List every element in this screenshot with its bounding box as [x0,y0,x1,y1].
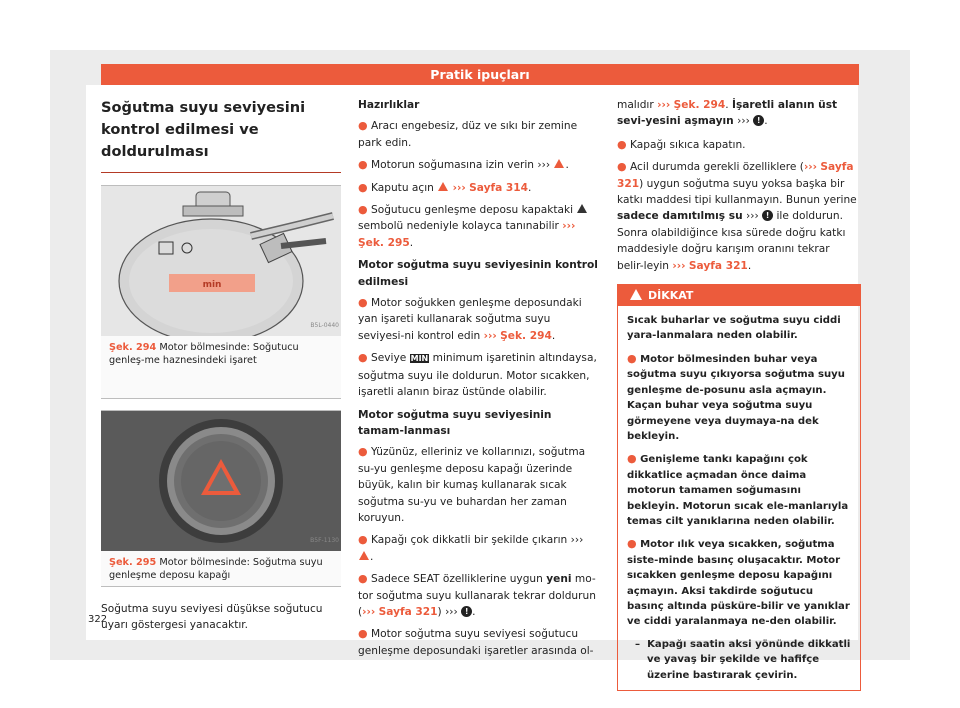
item-text: Seviye [370,352,407,365]
item-text: Acil durumda gerekli özelliklere ( [629,161,804,174]
coolant-symbol-icon [577,204,587,213]
figure-295 [101,410,341,587]
bullet-icon: ● [627,351,637,365]
page-reference-link[interactable]: Sayfa 321 [617,161,854,190]
list-item: ● Kapağı çok dikkatli bir şekilde çıkarın ››› . [358,533,584,563]
warning-item [627,451,851,529]
item-text: Aracı engebesiz, düz ve sıkı bir zemine park edin. [358,120,578,149]
page-reference-link[interactable]: Sayfa 321 [378,605,438,618]
list-item [617,137,859,153]
tank-cap-image [101,411,341,551]
bullet-icon: ● [358,533,368,547]
list-item: ● Acil durumda gerekli özelliklere (››› Sayfa 321) uygun soğutma suyu yoksa başka bir katkı maddesi tipi kullanmayın. Bunun yerine sadece damıtılmış su ››› ! ile doldurun. Sonra olabildiğince kısa sürede doğru katkı maddesiyle doğru karışım oranını tekrar belir-leyin ››› Sayfa 321. [617,160,857,272]
item-text: Genişleme tankı kapağını çok dikkatlice açmadan önce daima motorun tamamen soğumasını bekleyin. Motorun sıcak ele-manlarıyla temas cilt yanıklarına neden olabilir. [627,454,849,527]
bullet-icon: ● [358,296,368,310]
item-text: malıdır [617,99,654,111]
item-text: Kapağı çok dikkatli bir şekilde çıkarın [370,534,568,547]
figure-reference-link[interactable]: Şek. 295 [358,236,410,249]
caption-text: Motor bölmesinde: Soğutma suyu genleşme deposu kapağı [109,557,323,581]
bullet-icon: ● [627,452,637,466]
note-circle-icon: ! [753,115,764,126]
bullet-icon: ● [358,572,368,586]
list-item: ● Soğutucu genleşme deposu kapaktaki sembolü nedeniyle kolayca tanınabilir ››› Şek. 295. [358,202,598,251]
arrows-icon: ››› [803,161,818,174]
warning-header [618,285,860,306]
warning-subitem [627,637,851,683]
item-text: Yüzünüz, elleriniz ve kollarınızı, soğutma su-yu genleşme deposu kapağı üzerinde büyük, kalın bir kumaş kullanarak sıcak soğutma su-yu ve buhardan her zaman koruyun. [358,446,586,524]
bullet-icon: ● [617,137,627,151]
subheading-preparation: Hazırlıklar [358,99,420,111]
arrows-icon: ››› [672,259,686,272]
subheading-check: Motor soğutma suyu seviyesinin kontrol edilmesi [358,259,598,288]
item-bold-text: İşaretli alanın üst sevi-yesini aşmayın [617,99,838,128]
warning-title: DİKKAT [648,289,694,303]
coolant-tank-illustration [101,186,341,336]
figure-code: B5F-1130 [310,536,339,544]
warning-icon [438,182,448,191]
list-item [358,626,598,659]
item-text: Motorun soğumasına izin verin [370,159,535,172]
tank-cap-illustration [101,411,341,551]
info-paragraph: Soğutma suyu seviyesi düşükse soğutucu uyarı göstergesi yanacaktır. [101,603,323,632]
list-item [358,444,598,526]
item-bold-text: yeni [546,573,572,586]
item-text: Kapağı sıkıca kapatın. [629,138,746,151]
list-item [358,350,598,400]
dash-icon: – [635,638,641,650]
item-text: mo-tor soğutma suyu kullanarak tekrar doldurun ( [358,573,596,618]
bullet-icon: ● [358,203,368,217]
warning-icon [359,551,369,560]
column-2 [358,97,598,665]
item-text: Motor ılık veya sıcakken, soğutma siste-minde basınç oluşacaktır. Motor sıcakken genleşme deposu kapağını açmayın. Aksi takdirde soğutucu basınç altında püsküre-bilir ve yanıklar ve ciddi yaralanmaya ne-den olabilir. [627,539,850,628]
arrows-icon: ››› [452,181,466,194]
list-item: ● Motorun soğumasına izin verin ››› . [358,158,569,172]
arrows-icon: ››› [657,99,671,111]
figure-caption [101,336,341,368]
min-label: min [202,280,222,290]
caption-text: Motor bölmesinde: Soğutucu genleş-me haznesindeki işaret [109,342,299,366]
list-item: ● Sadece SEAT özelliklerine uygun yeni mo-tor soğutma suyu kullanarak tekrar doldurun (››› Sayfa 321) ››› ! . [358,572,596,618]
arrows-icon: ››› [737,115,750,128]
arrows-icon: ››› [746,210,759,223]
item-text: Motor soğutma suyu seviyesi soğutucu genleşme deposundaki işaretler arasında ol- [358,628,594,657]
bullet-icon: ● [358,351,368,365]
warning-item [627,536,851,629]
subheading-fill: Motor soğutma suyu seviyesinin tamam-lanması [358,408,552,437]
figure-reference-link[interactable]: Şek. 294 [673,99,726,111]
figure-number: Şek. 294 [109,342,157,353]
arrows-icon: ››› [483,329,497,342]
list-item: ● Kaputu açın ››› Sayfa 314. [358,180,532,194]
list-item: ● Motor soğukken genleşme deposundaki yan işareti kullanarak soğutma suyu seviyesi-ni kontrol edin ››› Şek. 294. [358,296,582,342]
item-bold-text: sadece damıtılmış su [617,210,743,223]
warning-body [618,306,860,690]
item-text: Sadece SEAT özelliklerine uygun [370,573,543,586]
bullet-icon: ● [358,119,368,133]
bullet-icon: ● [358,158,368,172]
figure-code: B5L-0440 [310,321,339,329]
figure-caption [101,551,341,583]
item-text: Kapağı saatin aksi yönünde dikkatli ve yavaş bir şekilde ve hafifçe üzerine bastırarak çevirin. [647,638,851,681]
warning-box [617,284,861,691]
figure-reference-link[interactable]: Şek. 294 [500,329,552,342]
warning-icon [554,159,564,168]
page-reference-link[interactable]: Sayfa 314 [469,181,529,194]
figure-294 [101,185,341,399]
coolant-tank-image [101,186,341,336]
item-text: sembolü nedeniyle kolayca tanınabilir [358,220,559,233]
arrows-icon: ››› [562,220,576,233]
bullet-icon: ● [627,537,637,551]
bullet-icon: ● [358,445,368,459]
warning-item [627,351,851,444]
page-number: 322 [88,614,108,625]
list-item [358,118,598,151]
note-circle-icon: ! [762,210,773,221]
column-3 [617,97,859,691]
item-text: Kaputu açın [370,181,434,194]
item-text: ) [437,605,442,618]
bullet-icon: ● [617,160,627,174]
bullet-icon: ● [358,627,368,641]
column-1 [101,97,341,641]
item-text: ile doldurun. Sonra olabildiğince kısa sürede doğru katkı maddesiyle doğru karışım oranını tekrar belir-leyin [617,210,846,272]
figure-number: Şek. 295 [109,557,157,568]
warning-icon [630,289,642,300]
arrows-icon: ››› [537,159,551,172]
item-text: Soğutucu genleşme deposu kapaktaki [370,204,574,217]
item-text: Motor bölmesinden buhar veya soğutma suyu çıkıyorsa soğutma suyu genleşme de-posunu asla açmayın. Kaçan buhar veya soğutma suyu görmeyene veya duymaya-na dek bekleyin. [627,353,845,442]
warning-intro: Sıcak buharlar ve soğutma suyu ciddi yara-lanmalara neden olabilir. [627,315,841,342]
bullet-icon: ● [358,180,368,194]
section-header: Pratik ipuçları [101,64,859,85]
section-heading: Soğutma suyu seviyesini kontrol edilmesi ve doldurulması [101,97,341,173]
item-text: ) uygun soğutma suyu yoksa başka bir katkı maddesi tipi kullanmayın. Bunun yerine [617,177,857,207]
item-text: Motor soğukken genleşme deposundaki yan işareti kullanarak soğutma suyu seviyesi-ni kontrol edin [358,297,582,342]
page-reference-link[interactable]: Sayfa 321 [688,259,748,272]
arrows-icon: ››› [362,605,376,618]
note-circle-icon: ! [461,606,472,617]
min-mark-icon: MIN [410,354,429,364]
arrows-icon: ››› [445,605,458,618]
item-text: minimum işaretinin altındaysa, soğutma suyu ile doldurun. Motor sıcakken, işaretli alanın biraz üstünde olabilir. [358,352,597,399]
continued-paragraph: malıdır ››› Şek. 294. İşaretli alanın üst sevi-yesini aşmayın ››› ! . [617,99,838,128]
arrows-icon: ››› [570,534,584,547]
